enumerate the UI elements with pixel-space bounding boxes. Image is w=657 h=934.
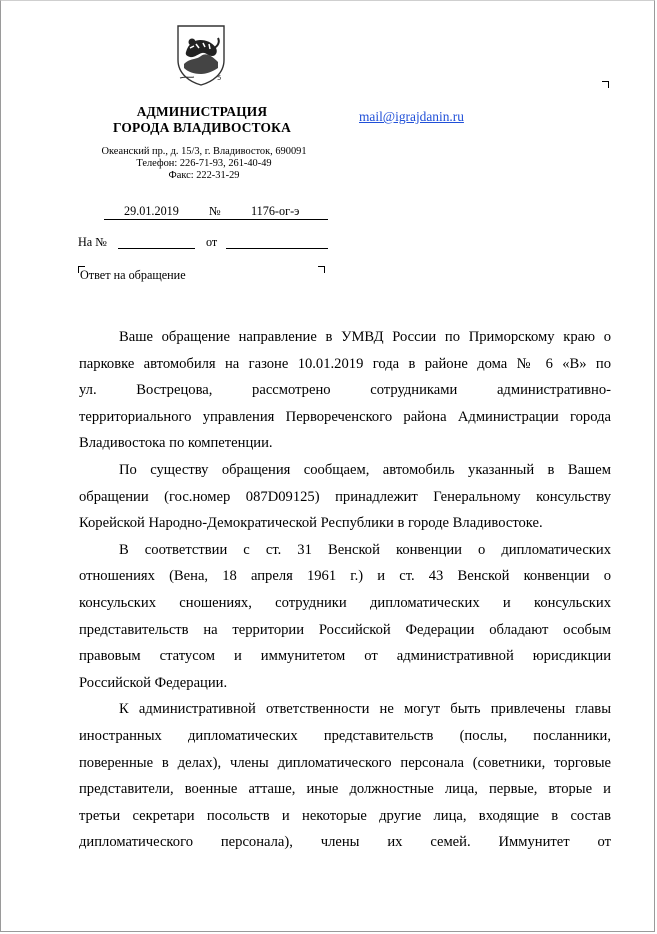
letter-number: 1176-ог-э [251, 204, 300, 218]
letter-date: 29.01.2019 [124, 204, 179, 218]
letter-body [79, 324, 611, 856]
organization-name [84, 104, 320, 135]
body-line: отношениях (Вена, 18 апреля 1961 г.) и ст. 43 Венской конвенции о [79, 568, 611, 585]
letter-subject: Ответ на обращение [80, 268, 186, 282]
reference-label: На № [78, 235, 107, 249]
reference-date-blank [226, 248, 328, 249]
body-line: ул. Вострецова, рассмотрено сотрудниками административно- [79, 382, 611, 399]
body-line: обращении (гос.номер 087D09125) принадлежит Генеральному консульству [79, 488, 611, 505]
tiger-coat-of-arms-icon [172, 22, 230, 86]
fax-line: Факс: 222-31-29 [168, 170, 240, 182]
phone-line: Телефон: 226-71-93, 261-40-49 [136, 158, 272, 170]
registration-row [104, 204, 328, 220]
number-sign: № [209, 204, 221, 218]
address-line: Океанский пр., д. 15/3, г. Владивосток, 690091 [101, 146, 307, 157]
org-name-line2: ГОРОДА ВЛАДИВОСТОКА [113, 119, 291, 135]
email-link[interactable]: mail@igrajdanin.ru [359, 109, 464, 124]
body-line: представительств на территории Российской Федерации обладают особым [79, 621, 611, 638]
org-name-line1: АДМИНИСТРАЦИЯ [136, 104, 268, 119]
svg-text:5: 5 [217, 74, 222, 82]
reference-row [78, 235, 338, 251]
body-line: правовым статусом и иммунитетом от административной юрисдикции [79, 648, 611, 665]
body-line: К административной ответственности не могут быть привлечены главы [119, 701, 611, 718]
registration-underline [104, 219, 328, 220]
body-line: Корейской Народно-Демократической Республики в городе Владивостоке. [79, 515, 543, 532]
body-line: консульских сношениях, сотрудники дипломатических и консульских [79, 594, 611, 611]
corner-mark [602, 81, 609, 88]
body-line: Владивостока по компетенции. [79, 435, 273, 452]
body-line: парковке автомобиля на газоне 10.01.2019 года в районе дома № 6 «В» по [79, 355, 611, 372]
reference-number-blank [118, 248, 195, 249]
organization-address [84, 146, 324, 183]
body-line: В соответствии с ст. 31 Венской конвенции о дипломатических [119, 541, 611, 558]
reference-from-label: от [206, 235, 218, 249]
body-line: дипломатического персонала), члены их семей. Иммунитет от [79, 834, 611, 851]
body-line: иностранных дипломатических представительств (послы, посланники, [79, 727, 611, 744]
corner-mark [318, 266, 325, 273]
body-line: поверенные в делах), члены дипломатического персонала (советники, торговые [79, 754, 611, 771]
body-line: территориального управления Первореченского района Администрации города [79, 408, 611, 425]
body-line: Ваше обращение направление в УМВД России по Приморскому краю о [119, 329, 611, 345]
body-line: третьи секретари посольств и некоторые другие лица, входящие в состав [79, 807, 611, 824]
body-line: представители, военные атташе, иные должностные лица, первые, вторые и [79, 781, 611, 798]
body-line: Российской Федерации. [79, 674, 228, 691]
body-line: По существу обращения сообщаем, автомобиль указанный в Вашем [119, 461, 611, 478]
